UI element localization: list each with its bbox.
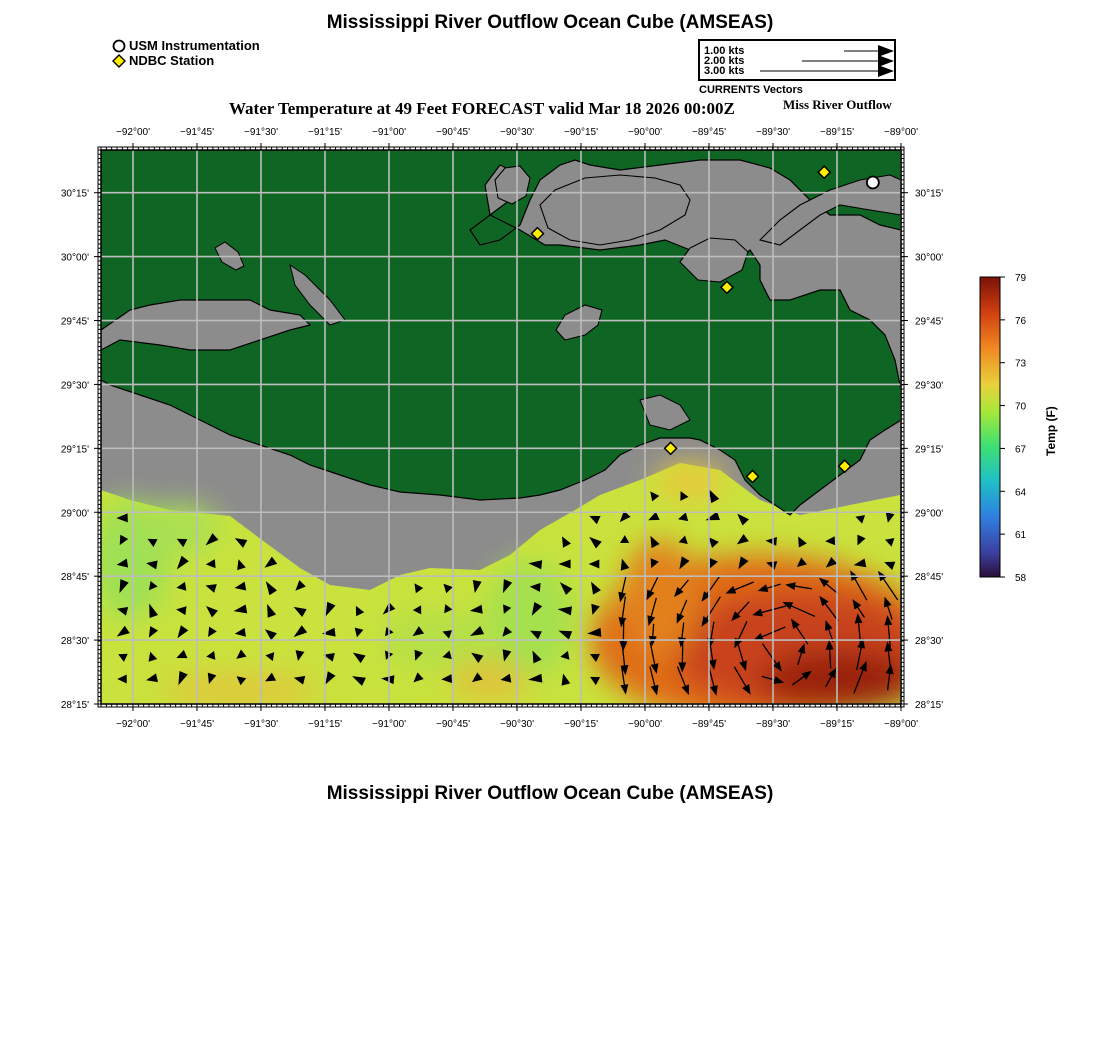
y-tick-label: 29°15' <box>915 444 944 456</box>
x-tick-label: −89°30' <box>756 127 790 138</box>
y-tick-label: 30°15' <box>60 188 89 200</box>
x-tick-label: −89°45' <box>692 719 726 730</box>
y-tick-label: 29°45' <box>915 316 944 328</box>
colorbar-tick-label: 64 <box>1015 487 1027 499</box>
y-tick-label: 28°45' <box>915 572 944 584</box>
x-tick-label: −91°15' <box>308 127 342 138</box>
usm-station-marker[interactable] <box>867 176 879 188</box>
x-tick-label: −92°00' <box>116 719 150 730</box>
legend-ndbc-label: NDBC Station <box>129 53 215 68</box>
scale-row-1: 1.00 kts <box>704 45 745 57</box>
colorbar-tick-label: 61 <box>1015 530 1027 542</box>
x-tick-label: −90°00' <box>628 127 662 138</box>
colorbar-gradient <box>980 277 1000 577</box>
y-tick-label: 29°00' <box>60 508 89 520</box>
y-tick-label: 28°15' <box>915 700 944 711</box>
scale-row-2: 2.00 kts <box>704 55 745 67</box>
x-tick-label: −90°15' <box>564 127 598 138</box>
x-tick-label: −91°45' <box>180 719 214 730</box>
vector-scale-caption: CURRENTS Vectors <box>699 84 803 96</box>
x-tick-label: −89°15' <box>820 127 854 138</box>
temperature-colorbar <box>970 268 1080 588</box>
y-tick-label: 30°15' <box>915 188 944 200</box>
y-tick-label: 30°00' <box>915 252 944 264</box>
bottom-map-title: Mississippi River Outflow Ocean Cube (AMSEAS) <box>326 783 774 804</box>
region-label: Miss River Outflow <box>783 97 892 112</box>
x-tick-label: −92°00' <box>116 127 150 138</box>
x-tick-label: −91°15' <box>308 719 342 730</box>
y-tick-label: 30°00' <box>60 252 89 264</box>
y-tick-label: 29°30' <box>915 380 944 392</box>
y-tick-label: 29°45' <box>60 316 89 328</box>
x-tick-label: −91°00' <box>372 719 406 730</box>
scale-row-3: 3.00 kts <box>704 65 745 77</box>
x-tick-label: −91°30' <box>244 127 278 138</box>
y-tick-label: 28°45' <box>60 572 89 584</box>
x-tick-label: −90°15' <box>564 719 598 730</box>
x-tick-label: −90°30' <box>500 127 534 138</box>
colorbar-tick-label: 79 <box>1015 273 1027 284</box>
colorbar-tick-label: 73 <box>1015 358 1027 370</box>
x-tick-label: −89°15' <box>820 719 854 730</box>
x-tick-label: −89°00' <box>884 127 918 138</box>
colorbar-tick-label: 67 <box>1015 444 1027 456</box>
x-tick-label: −89°00' <box>884 719 918 730</box>
y-tick-label: 29°15' <box>60 444 89 456</box>
colorbar-ticks <box>1000 273 1027 584</box>
y-tick-label: 29°30' <box>60 380 89 392</box>
colorbar-label: Temp (F) <box>1044 406 1058 456</box>
map-subtitle: Water Temperature at 49 Feet FORECAST valid Mar 18 2026 00:00Z <box>229 99 735 118</box>
x-tick-label: −90°45' <box>436 127 470 138</box>
x-tick-label: −91°00' <box>372 127 406 138</box>
x-tick-label: −89°45' <box>692 127 726 138</box>
x-tick-label: −91°45' <box>180 127 214 138</box>
x-tick-label: −89°30' <box>756 719 790 730</box>
legend-usm-label: USM Instrumentation <box>129 38 260 53</box>
y-tick-label: 28°30' <box>60 636 89 648</box>
x-tick-label: −91°30' <box>244 719 278 730</box>
map-title: Mississippi River Outflow Ocean Cube (AMSEAS) <box>326 12 774 33</box>
x-tick-label: −90°00' <box>628 719 662 730</box>
y-tick-label: 28°30' <box>915 636 944 648</box>
y-tick-label: 29°00' <box>915 508 944 520</box>
x-tick-label: −90°30' <box>500 719 534 730</box>
x-tick-label: −90°45' <box>436 719 470 730</box>
colorbar-tick-label: 70 <box>1015 401 1027 413</box>
colorbar-tick-label: 58 <box>1015 573 1027 584</box>
y-tick-label: 28°15' <box>60 700 89 711</box>
colorbar-tick-label: 76 <box>1015 315 1027 327</box>
